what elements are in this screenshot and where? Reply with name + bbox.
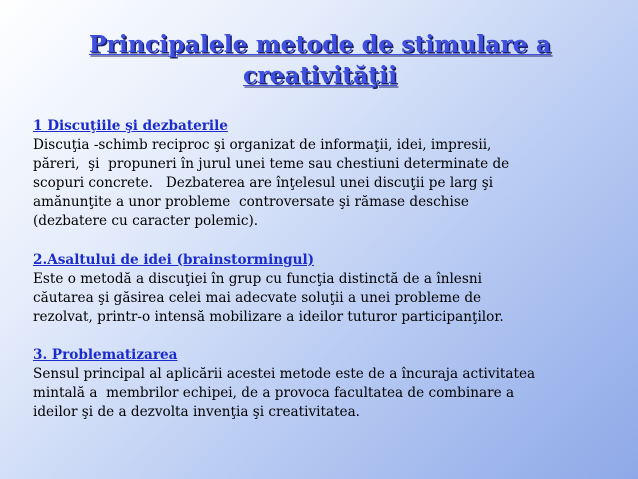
paragraph-line: rezolvat, printr-o intensă mobilizare a ideilor tuturor participanţilor. — [33, 308, 504, 325]
slide-title-line-2: creativităţii — [242, 61, 398, 89]
paragraph-line: Sensul principal al aplicării acestei metode este de a încuraja activitatea — [33, 366, 536, 383]
section-problematizare — [33, 346, 633, 422]
paragraph-line: păreri, şi propuneri în jurul unei teme sau chestiuni determinate de — [33, 156, 510, 173]
paragraph-line: Este o metodă a discuţiei în grup cu funcţia distinctă de a înlesni — [33, 270, 482, 287]
section-heading: 2.Asaltului de idei (brainstormingul) — [33, 251, 315, 268]
slide-body — [33, 117, 633, 441]
paragraph-line: scopuri concrete. Dezbaterea are înţelesul unei discuţii pe larg şi — [33, 175, 494, 192]
section-heading: 1 Discuţiile şi dezbaterile — [33, 118, 228, 134]
slide-title-line-1: Principalele metode de stimulare a — [88, 30, 552, 58]
paragraph-line: Discuţia -schimb reciproc şi organizat de informaţii, idei, impresii, — [33, 137, 492, 154]
paragraph-line: (dezbatere cu caracter polemic). — [33, 213, 259, 230]
slide-title — [60, 29, 580, 91]
paragraph-line: ideilor şi de a dezvolta invenţia şi creativitatea. — [33, 404, 361, 421]
section-heading: 3. Problematizarea — [33, 346, 178, 363]
paragraph-line: amănunţite a unor probleme controversate şi rămase deschise — [33, 194, 469, 211]
section-discutii — [33, 117, 633, 232]
section-brainstorming — [33, 251, 633, 327]
paragraph-line: căutarea şi găsirea celei mai adecvate soluţii a unei probleme de — [33, 289, 482, 306]
paragraph-line: mintală a membrilor echipei, de a provoca facultatea de combinare a — [33, 385, 515, 402]
